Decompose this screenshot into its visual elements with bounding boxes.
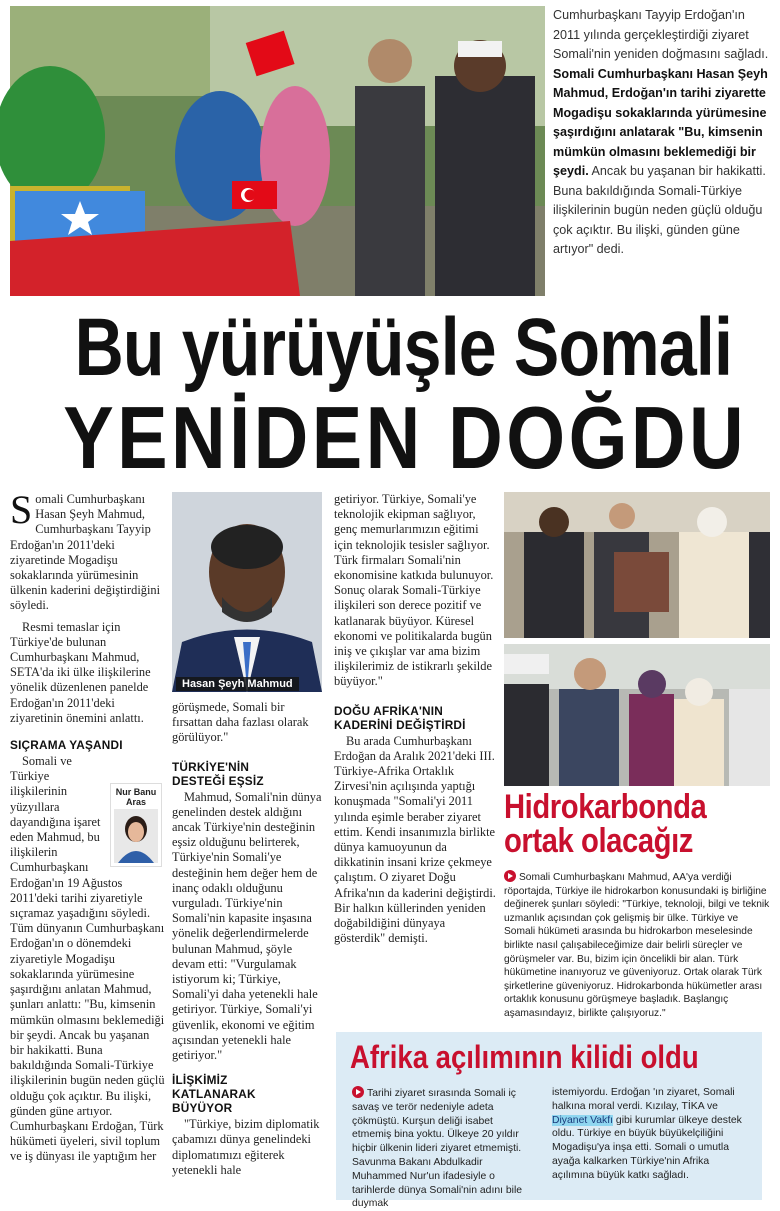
hidro-body	[504, 870, 772, 1021]
subheading-iliskimiz: İLİŞKİMİZ KATLANARAK BÜYÜYOR	[172, 1073, 256, 1116]
author-name: Nur Banu Aras	[115, 787, 157, 807]
col1-paragraph-3a: Somali ve Türkiye ilişkilerinin yüzyıllara dayandığına işaret eden Mahmud, bu ilişkilerin Cumhurbaşkanı	[10, 754, 101, 875]
right-photo-top	[504, 492, 770, 638]
afrika-highlight: Diyanet Vakfı	[552, 1114, 614, 1126]
afrika-title: Afrika açılımının kilidi oldu	[350, 1039, 699, 1075]
author-box	[110, 783, 162, 867]
dropcap: S	[10, 487, 33, 532]
col3-paragraph-1: getiriyor. Türkiye, Somali'ye teknolojik ekipman sağlıyor, genç memurlarımızın eğitimi için teknolojik tesisler sağlıyor. Türk firmaları Somali'nin ekonomisine katkıda bulunuyor. Sonuç olarak Somali-Türkiye ilişkileri son derece pozitif ve katlanarak büyüyor. Küresel ekonomi ve politikalarda bugün iniş ve çıkışlar var ama bizim ilişkilerimiz de istikrarlı şekilde büyüyor."	[334, 492, 494, 689]
top-photo-crowd	[10, 6, 545, 296]
col1-paragraph-2: Resmi temaslar için Türkiye'de bulunan Cumhurbaşkanı Mahmud, SETA'da iki ülke ilişkilerine yönelik düzenlenen panelde Erdoğan'ın 2011'deki ziyaretinin önemini anlattı.	[10, 619, 151, 725]
article-column-2	[172, 700, 326, 1203]
subheading-sicrama: SIÇRAMA YAŞANDI	[10, 738, 123, 753]
play-icon	[352, 1086, 364, 1098]
article-column-3	[334, 492, 496, 1032]
col2-paragraph-1: görüşmede, Somali bir fırsattan daha fazlası olarak görülüyor."	[172, 700, 309, 745]
afrika-right-text-2: gibi kurumlar ülkeye destek oldu. Türkiye en büyük büyükelçiliğini Mogadişu'ya inşa etti. Somali o umutla ayağa kalkarken Türkiye'nin Afrika açılımına büyük katkı sağladı.	[552, 1114, 742, 1181]
afrika-right-column	[552, 1086, 752, 1183]
hidro-body-text: Somali Cumhurbaşkanı Mahmud, AA'ya verdiği röportajda, Türkiye ile hidrokarbon konusundaki iş birliğine değinerek şunları söyledi: "Türkiye, teknoloji, bilgi ve teknik uzmanlık açısından çok gelişmiş bir ülke. Türkiye ve Somali hükümeti arasında bu hidrokarbon meselesinde birlikte nasıl çalışabileceğimize dair belirli süreçler ve görüşmeler var. Bu, bizim için öncelikli bir alan. Türk hükümetine inanıyoruz ve güveniyoruz. Ortak olarak Türk şirketlerine güveniyoruz. Hidrokarbonda hükümetler arası ortaklık konusunu görüşmeye başladık. Başlangıç aşamasındayız, birlikte çalışıyoruz."	[504, 872, 770, 1019]
subheading-destegi: TÜRKİYE'NİN DESTEĞİ EŞSİZ	[172, 759, 264, 788]
hidro-title-line-2: ortak olacağız	[504, 822, 693, 860]
col3-paragraph-2: Bu arada Cumhurbaşkanı Erdoğan da Aralık 2021'deki III. Türkiye-Afrika Ortaklık Zirvesi'nin açılışında yaptığı konuşmada "Somali'yi 2011 yılında eşimle beraber ziyaret ettim. Kendi insanımızla birlikte dünya kamuoyunun da dikkatinin insani krize çekmeye çalıştım. O ziyaret Doğu Afrika'nın da kaderini değiştirdi. Bir halkın küllerinden yeniden doğabildiğini dünyaya gösterdik" demişti.	[334, 733, 496, 946]
col1-paragraph-3b: Erdoğan'ın 19 Ağustos 2011'deki tarihi ziyaretiyle sıçramaz yaşadığını söyledi. Tüm dünyanın Cumhurbaşkanı Erdoğan'ın o dönemdeki ziyaretiyle Mogadişu sokaklarında yürümesine şaşırdığını anlatan Mahmud, şunları anlattı: "Bu, kimsenin mümkün olmasını beklemediği bir şeydi. Ancak bu yaşanan bir hakikatti. Buna bakıldığında Somali-Türkiye ilişkilerinin bugün neden güçlü olduğu çok açıktır. Bu ilişki, günden güne artıyor. Cumhurbaşkanı Erdoğan, Türk hükümeti üyeleri, sivil toplum ve iş dünyası ile yaptığım her	[10, 875, 165, 1164]
afrika-right-text-1: istemiyordu. Erdoğan 'ın ziyaret, Somali halkına moral verdi. Kızılay, TİKA ve	[552, 1087, 735, 1112]
intro-normal-2: Ancak bu yaşanan bir hakikatti. Buna bakıldığında Somali-Türkiye ilişkilerinin bugün neden güçlü olduğu çok açıktır. Bu ilişki, günden güne artıyor" dedi.	[553, 164, 766, 256]
subheading-dogu-afrika: DOĞU AFRİKA'NIN KADERİNİ DEĞİŞTİRDİ	[334, 703, 466, 732]
afrika-left-column	[352, 1086, 532, 1211]
hidro-title-line-1: Hidrokarbonda	[504, 788, 707, 826]
afrika-left-text: Tarihi ziyaret sırasında Somali iç savaş ve terör nedeniyle adeta çökmüştü. Kurşun deliği isabet etmemiş bina yoktu. Ülkeye 20 yıldır hiçbir ülkenin lideri ziyaret etmemişti. Savunma Bakanı Abdulkadir Muhammed Nur'un ifadesiyle o tarihlerde dünya Somali'nin adını bile duymak	[352, 1088, 523, 1210]
col1-paragraph-1: Somali Cumhurbaşkanı Hasan Şeyh Mahmud, Cumhurbaşkanı Tayyip Erdoğan'ın 2011'deki ziyaretinde Mogadişu sokaklarında yürümesinin ülkenin kaderini değiştirdiğini söyledi.	[10, 487, 161, 613]
intro-text	[553, 6, 775, 260]
headline-line-1: Bu yürüyüşle Somali	[74, 302, 733, 393]
right-photo-bottom	[504, 644, 770, 786]
play-icon	[504, 870, 516, 882]
portrait-photo-mahmud	[172, 492, 322, 692]
photo-caption: Hasan Şeyh Mahmud	[176, 677, 299, 691]
headline-line-2: YENİDEN DOĞDU	[63, 388, 748, 487]
col2-paragraph-3: "Türkiye, bizim diplomatik çabamızı dünya genelindeki diplomatımızı eğiterek yetenekli hale	[172, 1117, 320, 1177]
intro-bold: Somali Cumhurbaşkanı Hasan Şeyh Mahmud, Erdoğan'ın tarihi ziyarette Mogadişu sokaklarında yürümesine şaşırdığını anlatarak "Bu, kimsenin mümkün olmasını beklemediği bir şeydi.	[553, 66, 768, 178]
col2-paragraph-2: Mahmud, Somali'nin dünya genelinden destek aldığını ancak Türkiye'nin desteğinin eşsiz olduğunu belirterek, Türkiye'nin Somali'ye desteğinin hem değer hem de inanç odaklı olduğunu vurguladı. Türkiye'nin Somali'nin kapasite inşasına yönelik değerlendirmelerde bulunan Mahmud, şöyle devam etti: "Vurgulamak istiyorum ki; Türkiye, Somali'yi daha yetenekli hale getiriyor. Türkiye, Somali'yi güvenlik, ekonomi ve eğitim açısından yetenekli hale getiriyor."	[172, 789, 322, 1063]
hidro-title	[504, 790, 706, 858]
intro-normal-1: Cumhurbaşkanı Tayyip Erdoğan'ın 2011 yılında gerçekleştirdiği ziyaret Somali'nin yeniden doğmasını sağladı.	[553, 8, 769, 61]
author-photo	[114, 809, 158, 863]
